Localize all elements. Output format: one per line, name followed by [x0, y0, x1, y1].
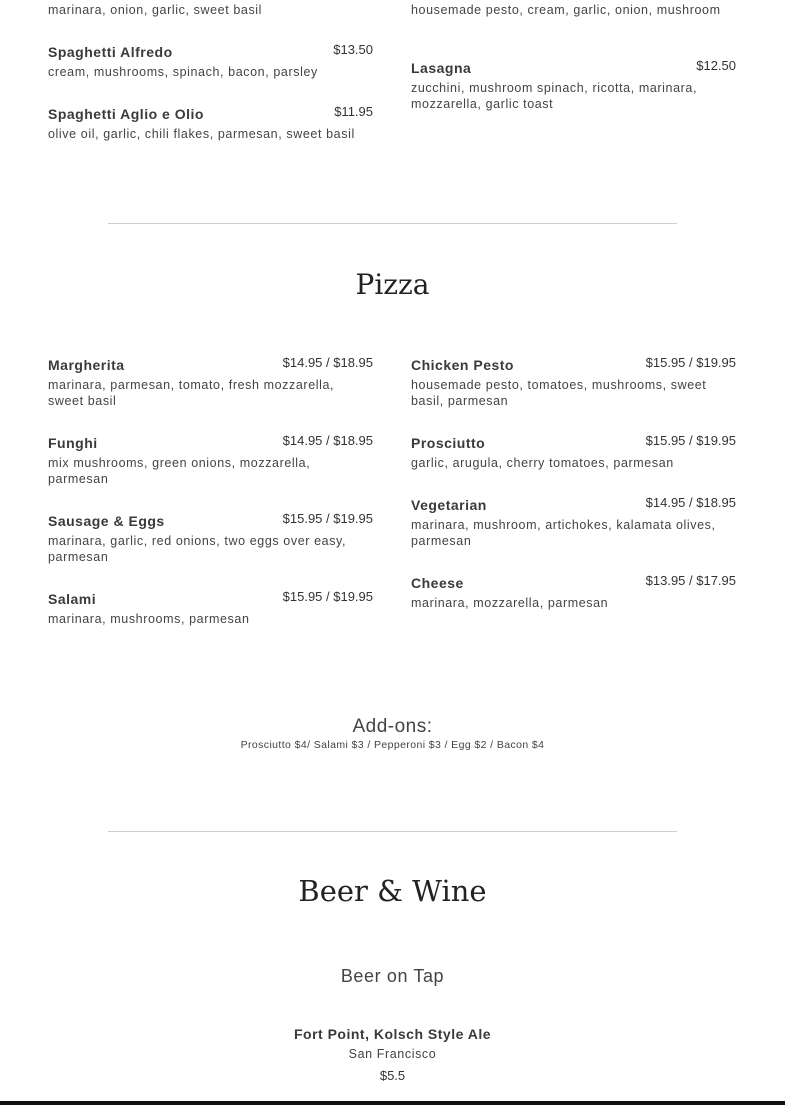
- item-description: garlic, arugula, cherry tomatoes, parmesan: [411, 456, 674, 470]
- item-name: Margherita: [48, 357, 125, 373]
- section-title-beer-wine: Beer & Wine: [298, 874, 487, 908]
- item-name: Cheese: [411, 575, 464, 591]
- subsection-title-beer-on-tap: Beer on Tap: [340, 966, 445, 986]
- item-description: marinara, mozzarella, parmesan: [411, 596, 609, 610]
- item-description: housemade pesto, cream, garlic, onion, mushroom: [411, 3, 721, 17]
- bottom-edge-bar: [0, 1101, 785, 1105]
- section-divider: [108, 223, 677, 224]
- item-name: Sausage & Eggs: [48, 513, 165, 529]
- item-name: Lasagna: [411, 60, 472, 76]
- section-divider: [108, 831, 677, 832]
- item-description: olive oil, garlic, chili flakes, parmesan, sweet basil: [48, 127, 355, 141]
- item-price: $14.95 / $18.95: [645, 495, 736, 510]
- item-price: $13.50: [333, 42, 373, 57]
- item-description: marinara, onion, garlic, sweet basil: [48, 3, 263, 17]
- item-name: Chicken Pesto: [411, 357, 514, 373]
- item-description: cream, mushrooms, spinach, bacon, parsley: [48, 65, 318, 79]
- item-name: Spaghetti Alfredo: [48, 44, 173, 60]
- item-description: mix mushrooms, green onions, mozzarella, parmesan: [48, 456, 311, 486]
- item-description: housemade pesto, tomatoes, mushrooms, sweet basil, parmesan: [411, 378, 707, 408]
- item-price: $15.95 / $19.95: [645, 433, 736, 448]
- item-description: marinara, mushroom, artichokes, kalamata olives, parmesan: [411, 518, 716, 548]
- item-name: Vegetarian: [411, 497, 487, 513]
- item-price: $12.50: [696, 58, 736, 73]
- item-name: Funghi: [48, 435, 98, 451]
- beer-item-origin: San Francisco: [348, 1047, 437, 1061]
- item-description: marinara, garlic, red onions, two eggs over easy, parmesan: [48, 534, 347, 564]
- item-price: $15.95 / $19.95: [645, 355, 736, 370]
- item-name: Prosciutto: [411, 435, 486, 451]
- addons-text: Prosciutto $4/ Salami $3 / Pepperoni $3 / Egg $2 / Bacon $4: [240, 739, 545, 751]
- item-description: marinara, parmesan, tomato, fresh mozzarella, sweet basil: [48, 378, 335, 408]
- item-name: Spaghetti Aglio e Olio: [48, 106, 204, 122]
- beer-item-price: $5.5: [379, 1068, 406, 1083]
- item-name: Salami: [48, 591, 97, 607]
- item-price: $13.95 / $17.95: [645, 573, 736, 588]
- item-price: $14.95 / $18.95: [282, 433, 373, 448]
- addons-title: Add-ons:: [352, 716, 433, 737]
- item-description: marinara, mushrooms, parmesan: [48, 612, 250, 626]
- item-description: zucchini, mushroom spinach, ricotta, marinara, mozzarella, garlic toast: [411, 81, 698, 111]
- section-title-pizza: Pizza: [355, 268, 430, 301]
- item-price: $15.95 / $19.95: [282, 511, 373, 526]
- item-price: $14.95 / $18.95: [282, 355, 373, 370]
- beer-item-name: Fort Point, Kolsch Style Ale: [293, 1026, 492, 1042]
- item-price: $11.95: [334, 104, 373, 119]
- item-price: $15.95 / $19.95: [282, 589, 373, 604]
